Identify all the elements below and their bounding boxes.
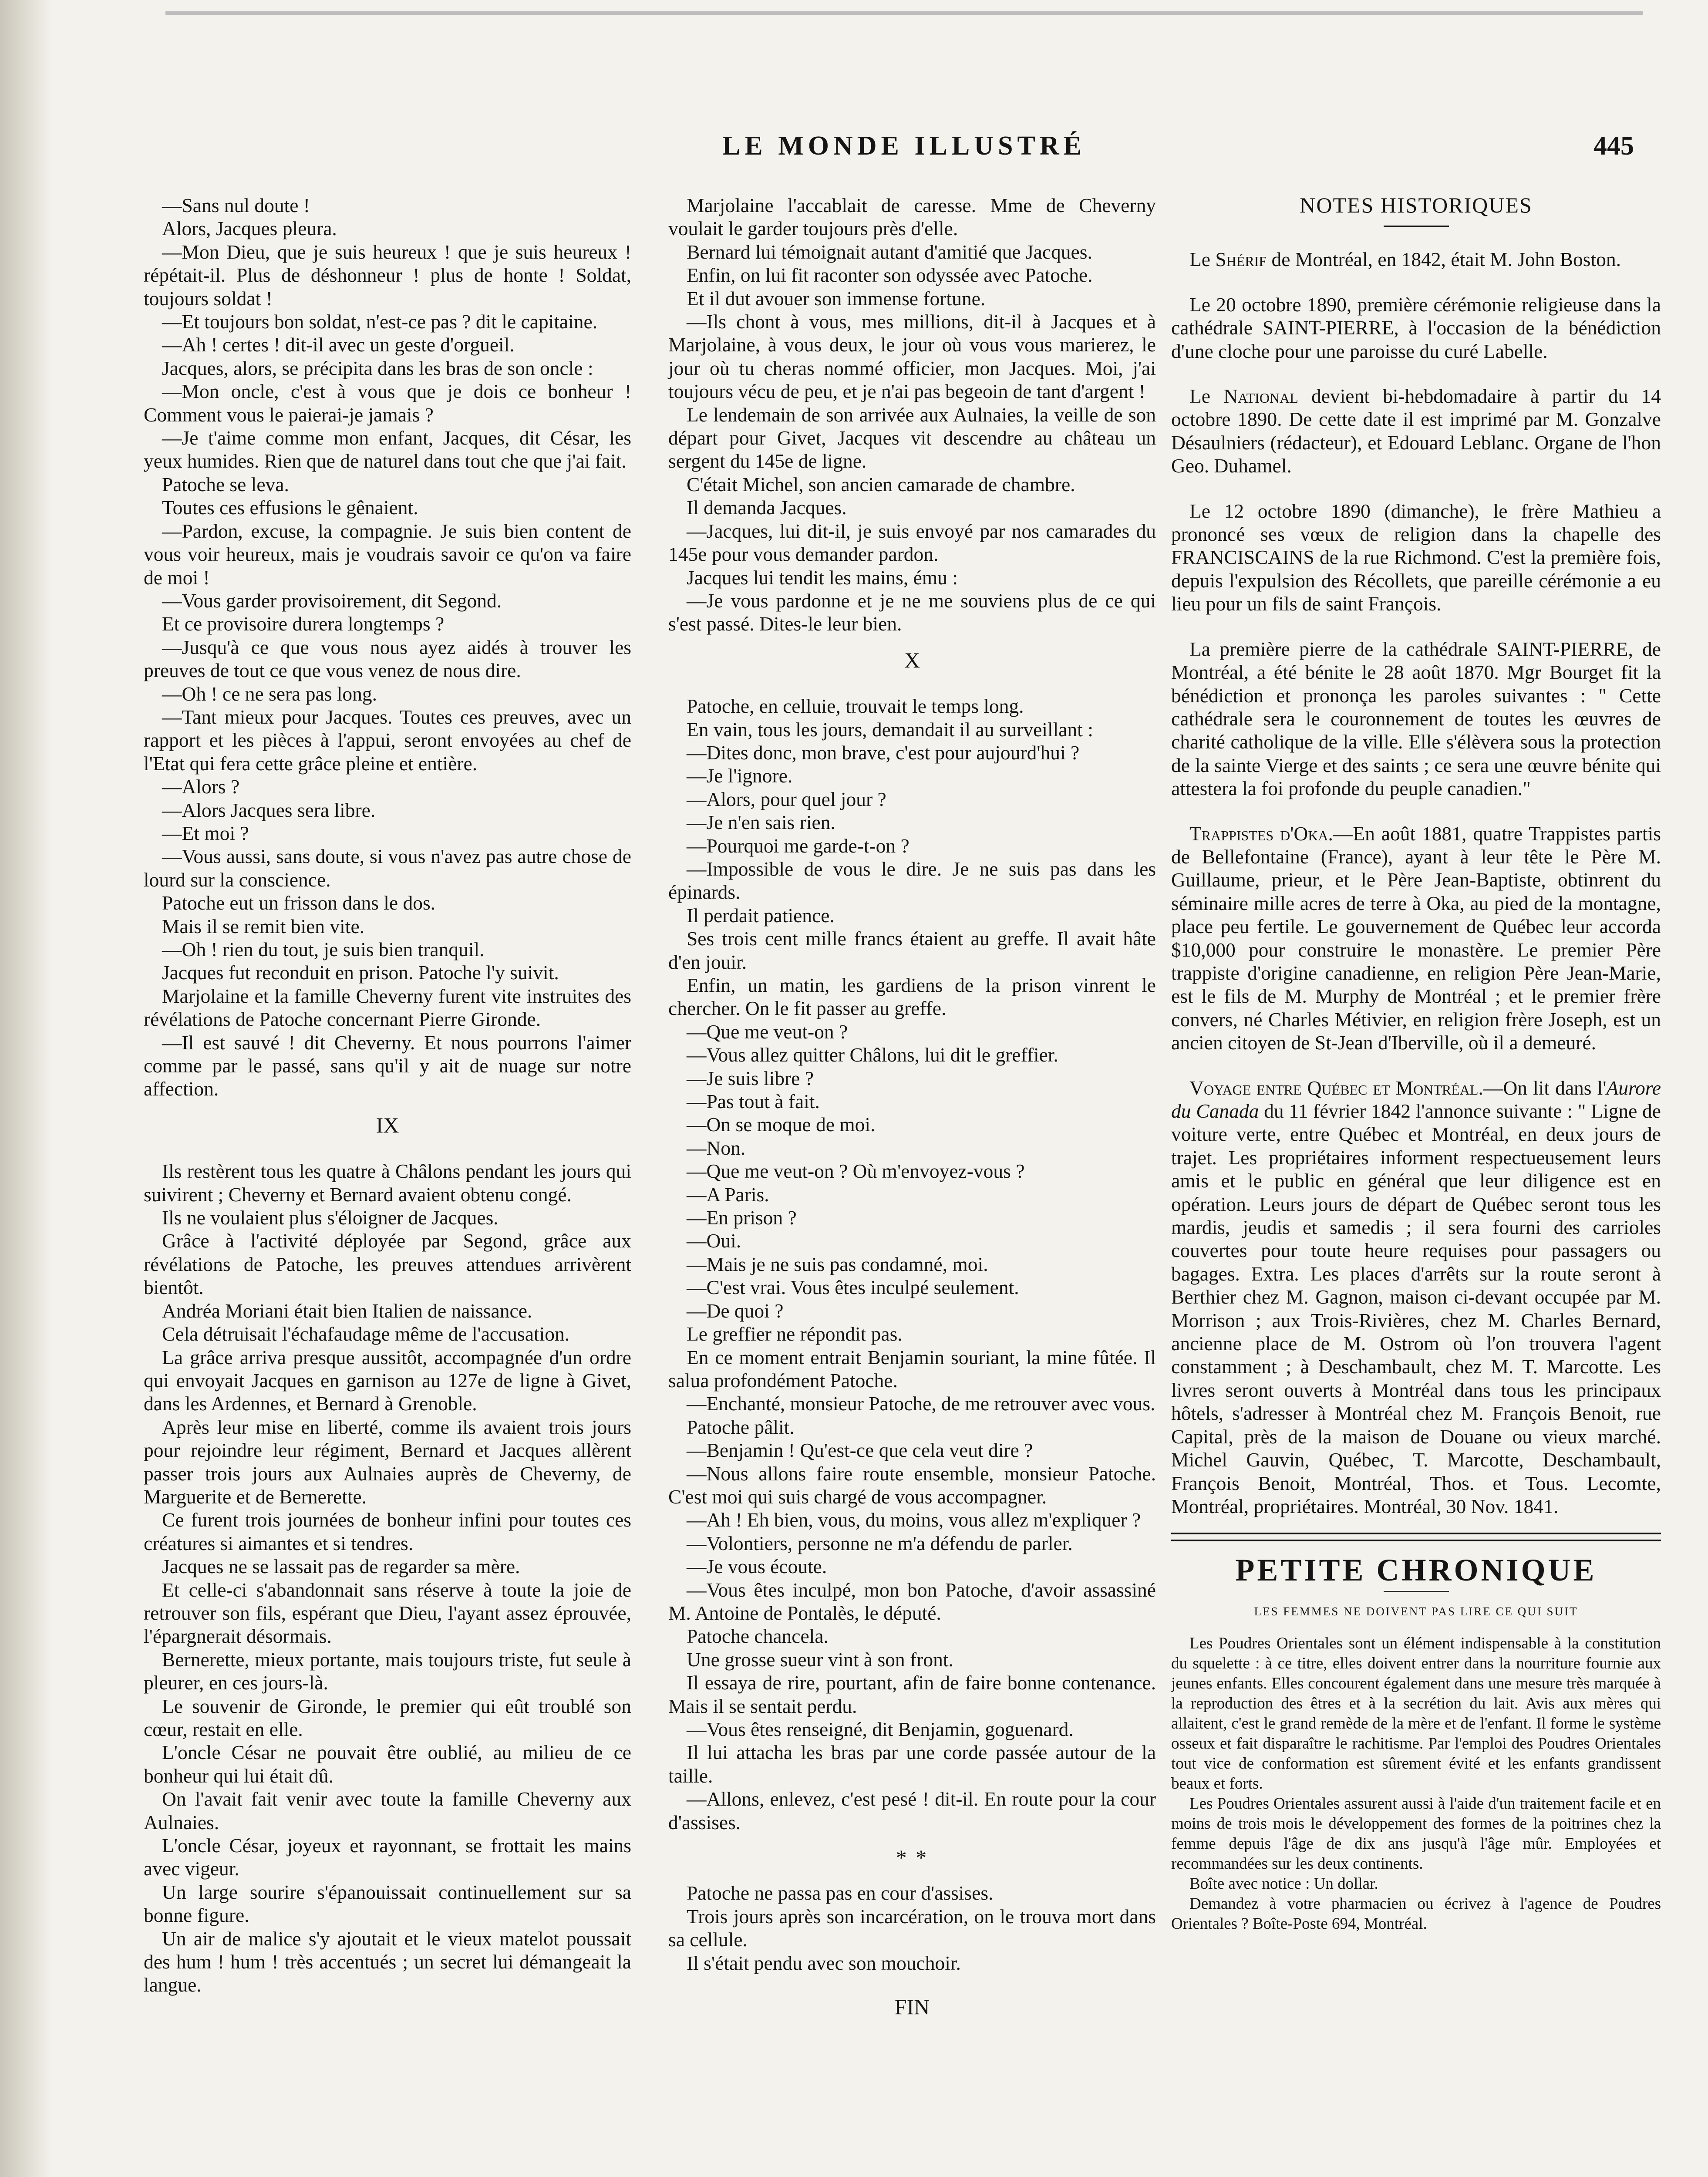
paragraph: —Non. [687, 1136, 746, 1159]
paragraph: —Ah ! certes ! dit-il avec un geste d'orgueil. [162, 334, 515, 356]
paragraph: Après leur mise en liberté, comme ils avaient trois jours pour rejoindre leur régiment, Bernard et Jacques allèrent passer trois jours aux Aulnaies auprès de Cheverny, de Marguerite et de Bernerette. [144, 1415, 631, 1508]
paragraph: —Jacques, lui dit-il, je suis envoyé par nos camarades du 145e pour vous demander pardon. [668, 519, 1156, 566]
paragraph: Andréa Moriani était bien Italien de naissance. [162, 1299, 532, 1322]
column-2 [668, 194, 1156, 2019]
paragraph: En vain, tous les jours, demandait il au surveillant : [687, 718, 1093, 741]
paragraph: —Jusqu'à ce que vous nous ayez aidés à trouver les preuves de tout ce que vous venez de nous dire. [144, 636, 631, 682]
paragraph: Jacques lui tendit les mains, ému : [687, 566, 958, 589]
paragraph: Enfin, on lui fit raconter son odyssée avec Patoche. [687, 264, 1093, 286]
paragraph: —Dites donc, mon brave, c'est pour aujourd'hui ? [687, 741, 1080, 764]
column-1-chapter-ix [144, 1159, 631, 1997]
paragraph: —En prison ? [687, 1206, 797, 1229]
page-header [165, 131, 1643, 170]
note-trappistes: Trappistes d'Oka.—En août 1881, quatre Trappistes partis de Bellefontaine (France), ayant à leur tête le Père M. Guillaume, prieur, et le Père Jean-Baptiste, obtinrent du séminaire mille acres de terre à Oka, au pied de la montagne, place peu fertile. Le gouvernement de Québec leur accorda $10,000 pour construire le monastère. Le premier Père trappiste d'origine canadienne, en religion Père Jean-Marie, est le fils de M. Murphy de Montréal ; et le premier frère convers, né Charles Métivier, en religion frère Joseph, est un ancien citoyen de St-Jean d'Iberville, où il a demeuré. [1171, 822, 1661, 1054]
paragraph: —Oui. [687, 1230, 741, 1252]
paragraph: Cela détruisait l'échafaudage même de l'accusation. [162, 1323, 570, 1345]
column-2-text [668, 194, 1156, 636]
section-break-asterisks: * * [896, 1845, 929, 1870]
paragraph: L'oncle César ne pouvait être oublié, au milieu de ce bonheur qui lui était dû. [144, 1741, 631, 1787]
paragraph: Ses trois cent mille francs étaient au greffe. Il avait hâte d'en jouir. [668, 927, 1156, 973]
chronique-subtitle: LES FEMMES NE DOIVENT PAS LIRE CE QUI SUIT [1254, 1604, 1578, 1618]
paragraph: —Enchanté, monsieur Patoche, de me retrouver avec vous. [687, 1392, 1156, 1415]
paragraph: —Impossible de vous le dire. Je ne suis pas dans les épinards. [668, 857, 1156, 903]
paragraph: Mais il se remit bien vite. [162, 915, 365, 937]
paragraph: —Il est sauvé ! dit Cheverny. Et nous pourrons l'aimer comme par le passé, sans qu'il y ait de nuage sur notre affection. [144, 1031, 631, 1100]
paragraph: Toutes ces effusions le gênaient. [162, 496, 418, 519]
paragraph: —Et toujours bon soldat, n'est-ce pas ? dit le capitaine. [162, 310, 598, 333]
paragraph: —Je vous pardonne et je ne me souviens plus de ce qui s'est passé. Dites-le leur bien. [668, 589, 1156, 635]
paragraph: —Alors Jacques sera libre. [162, 799, 376, 821]
paragraph: —Vous aussi, sans doute, si vous n'avez pas autre chose de lourd sur la conscience. [144, 845, 631, 891]
chronique-body [1171, 1634, 1661, 1934]
paragraph: —Je suis libre ? [687, 1067, 814, 1089]
page-number: 445 [1593, 131, 1634, 161]
paragraph: —C'est vrai. Vous êtes inculpé seulement. [687, 1276, 1019, 1299]
paragraph: Ce furent trois journées de bonheur infini pour toutes ces créatures si aimantes et si tendres. [144, 1509, 631, 1554]
paragraph: Trois jours après son incarcération, on le trouva mort dans sa cellule. [668, 1905, 1156, 1951]
paragraph: —Pardon, excuse, la compagnie. Je suis bien content de vous voir heureux, mais je voudrais savoir ce qu'on va faire de moi ! [144, 519, 631, 589]
paragraph: —Et moi ? [162, 822, 249, 844]
paragraph: Et ce provisoire durera longtemps ? [162, 613, 445, 635]
paragraph: —Je l'ignore. [687, 765, 793, 787]
paragraph: Patoche chancela. [687, 1625, 829, 1648]
note-saint-pierre-cloche: Le 20 octobre 1890, première cérémonie religieuse dans la cathédrale SAINT-PIERRE, à l'occasion de la bénédiction d'une cloche pour une paroisse du curé Labelle. [1171, 293, 1661, 362]
paragraph: —Pas tout à fait. [687, 1090, 820, 1113]
paragraph: Ils restèrent tous les quatre à Châlons pendant les jours qui suivirent ; Cheverny et Bernard avaient obtenu congé. [144, 1160, 631, 1206]
notes-historiques-title: NOTES HISTORIQUES [1300, 193, 1533, 217]
paragraph: Grâce à l'activité déployée par Segond, grâce aux révélations de Patoche, les preuves attendues arrivèrent bientôt. [144, 1230, 631, 1299]
paragraph: Il essaya de rire, pourtant, afin de faire bonne contenance. Mais il se sentait perdu. [668, 1672, 1156, 1717]
paragraph: Alors, Jacques pleura. [162, 217, 337, 240]
paragraph: Marjolaine l'accablait de caresse. Mme de Cheverny voulait le garder toujours près d'elle. [668, 194, 1156, 240]
paragraph: —Je t'aime comme mon enfant, Jacques, dit César, les yeux humides. Rien que de naturel dans tout che que j'ai fait. [144, 427, 631, 472]
paragraph: L'oncle César, joyeux et rayonnant, se frottait les mains avec vigeur. [144, 1834, 631, 1880]
paragraph: Patoche eut un frisson dans le dos. [162, 892, 436, 914]
column-2-chapter-x [668, 694, 1156, 1834]
paragraph: —Mon oncle, c'est à vous que je dois ce bonheur ! Comment vous le paierai-je jamais ? [144, 380, 631, 426]
paragraph: —Alors, pour quel jour ? [687, 788, 886, 810]
paragraph: —Oh ! rien du tout, je suis bien tranquil. [162, 938, 485, 960]
paragraph: —Volontiers, personne ne m'a défendu de parler. [687, 1532, 1073, 1554]
paragraph: —Vous garder provisoirement, dit Segond. [162, 589, 502, 612]
paragraph: Jacques fut reconduit en prison. Patoche l'y suivit. [162, 961, 559, 984]
paragraph: —Vous allez quitter Châlons, lui dit le greffier. [687, 1044, 1058, 1066]
paragraph: —Je vous écoute. [687, 1555, 827, 1578]
paragraph: Jacques ne se lassait pas de regarder sa mère. [162, 1555, 520, 1578]
title-rule [1384, 226, 1449, 227]
column-2-ending [668, 1881, 1156, 1975]
paragraph: —Que me veut-on ? Où m'envoyez-vous ? [687, 1160, 1025, 1183]
paragraph: Un air de malice s'y ajoutait et le vieux matelot poussait des hum ! hum ! très accentués ; un secret lui démangeait la langue. [144, 1927, 631, 1996]
paragraph: Le souvenir de Gironde, le premier qui eût troublé son cœur, restait en elle. [144, 1695, 631, 1740]
paragraph: Et celle-ci s'abandonnait sans réserve à toute la joie de retrouver son fils, espérant que Dieu, l'ayant assez éprouvée, l'épargnerait désormais. [144, 1578, 631, 1648]
paragraph: Patoche, en celluie, trouvait le temps long. [687, 695, 1024, 718]
column-3 [1171, 194, 1661, 1934]
page-edge-shadow [0, 0, 52, 2177]
paragraph: —Nous allons faire route ensemble, monsieur Patoche. C'est moi qui suis chargé de vous accompagner. [668, 1462, 1156, 1508]
chronique-paragraph: Demandez à votre pharmacien ou écrivez à l'agence de Poudres Orientales ? Boîte-Poste 694, Montréal. [1171, 1895, 1661, 1933]
paragraph: Il perdait patience. [687, 904, 835, 927]
note-frere-mathieu: Le 12 octobre 1890 (dimanche), le frère Mathieu a prononcé ses vœux de religion dans la chapelle des FRANCISCAINS de la rue Richmond. C'est la première fois, depuis l'expulsion des Récollets, que pareille cérémonie a eu lieu pour un fils de saint François. [1171, 499, 1661, 615]
paragraph: —Vous êtes inculpé, mon bon Patoche, d'avoir assassiné M. Antoine de Pontalès, le député. [668, 1578, 1156, 1624]
paragraph: —Oh ! ce ne sera pas long. [162, 682, 377, 705]
chronique-paragraph: Boîte avec notice : Un dollar. [1189, 1875, 1378, 1893]
paragraph: —Que me veut-on ? [687, 1020, 848, 1043]
paragraph: Il s'était pendu avec son mouchoir. [687, 1951, 961, 1974]
chronique-rule [1384, 1591, 1449, 1592]
chronique-paragraph: Les Poudres Orientales sont un élément indispensable à la constitution du squelette : à ce titre, elles doivent entrer dans la nourriture fournie aux jeunes enfants. Elles concourent également dans une mesure très marquée à la reproduction des êtres et à la secrétion du lait. Avis aux mères qui allaitent, c'est le grand remède de la mère et de l'enfant. Il forme le système osseux et fait disparaître le rachitisme. Par l'emploi des Poudres Orientales tout vice de conformation est sûrement évité et les enfants grandissent beaux et forts. [1171, 1634, 1661, 1793]
paragraph: —Tant mieux pour Jacques. Toutes ces preuves, avec un rapport et les pièces à l'appui, seront envoyées au chef de l'Etat qui fera cette grâce pleine et entière. [144, 705, 631, 775]
masthead: LE MONDE ILLUSTRÉ [722, 131, 1086, 161]
note-voyage: Voyage entre Québec et Montréal.—On lit dans l'Aurore du Canada du 11 février 1842 l'annonce suivante : " Ligne de voiture verte, entre Québec et Montréal, en deux jours de trajet. Les propriétaires informent respectueusement leurs amis et le public en général que leur diligence est en opération. Leurs jours de départ de Québec seront tous les mardis, jeudis et samedis ; il sera fourni des carrioles couvertes pour toute heure requises pour passagers ou bagages. Extra. Les places d'arrêts sur la route seront à Berthier chez M. Gagnon, maison ci-devant occupée par M. Morrison ; aux Trois-Rivières, chez M. Charles Bernard, ancienne place de M. Ostrom où l'on trouvera l'agent constamment ; à Deschambault, chez M. T. Marcotte. Les livres seront ouverts à Montréal dans tous les principaux hôtels, s'adresser à Montréal chez M. François Benoit, rue Capital, près de la maison de Douane ou vieux marché. Michel Gauvin, Québec, T. Marcotte, Deschambault, François Benoit, Montréal, Thos. et Tous. Lecomte, Montréal, propriétaires. Montréal, 30 Nov. 1841. [1171, 1076, 1661, 1517]
paragraph: Jacques, alors, se précipita dans les bras de son oncle : [162, 357, 593, 379]
paragraph: —Benjamin ! Qu'est-ce que cela veut dire ? [687, 1439, 1033, 1462]
paragraph: La grâce arriva presque aussitôt, accompagnée d'un ordre qui envoyait Jacques en garnison au 127e de ligne à Givet, dans les Ardennes, et Bernard à Grenoble. [144, 1346, 631, 1415]
note-national: Le National devient bi-hebdomadaire à partir du 14 octobre 1890. De cette date il est imprimé par M. Gonzalve Désaulniers (rédacteur), et Edouard Leblanc. Organe de l'hon Geo. Duhamel. [1171, 385, 1661, 477]
paragraph: Il demanda Jacques. [687, 496, 847, 519]
fin-label: FIN [894, 1995, 930, 2019]
paragraph: —Ah ! Eh bien, vous, du moins, vous allez m'expliquer ? [687, 1509, 1141, 1531]
paragraph: Et il dut avouer son immense fortune. [687, 287, 986, 310]
note-sherif: Le Shérif de Montréal, en 1842, était M. John Boston. [1189, 248, 1621, 271]
paragraph: —Vous êtes renseigné, dit Benjamin, goguenard. [687, 1718, 1074, 1740]
paragraph: Une grosse sueur vint à son front. [687, 1648, 953, 1671]
paragraph: —Alors ? [162, 775, 240, 798]
paragraph: —Mais je ne suis pas condamné, moi. [687, 1253, 988, 1275]
chapter-ix-heading: IX [376, 1112, 399, 1137]
paragraph: Le greffier ne répondit pas. [687, 1323, 903, 1345]
paragraph: —Mon Dieu, que je suis heureux ! que je suis heureux ! répétait-il. Plus de déshonneur ! plus de honte ! Soldat, toujours soldat ! [144, 240, 631, 310]
column-1-text [144, 194, 631, 1101]
top-rule [165, 11, 1643, 15]
paragraph: —Sans nul doute ! [162, 194, 310, 216]
chronique-paragraph: Les Poudres Orientales assurent aussi à l'aide d'un traitement facile et en moins de trois mois le développement des formes de la poitrines chez la femme depuis l'âge de dix ans jusqu'à l'âge mûr. Employées et recommandées sur les deux continents. [1171, 1795, 1661, 1873]
petite-chronique-title: PETITE CHRONIQUE [1235, 1553, 1597, 1588]
paragraph: Marjolaine et la famille Cheverny furent vite instruites des révélations de Patoche concernant Pierre Gironde. [144, 984, 631, 1031]
paragraph: —A Paris. [687, 1183, 769, 1206]
paragraph: —On se moque de moi. [687, 1113, 876, 1136]
paragraph: En ce moment entrait Benjamin souriant, la mine fûtée. Il salua profondément Patoche. [668, 1346, 1156, 1392]
paragraph: —De quoi ? [687, 1299, 784, 1322]
paragraph: —Je n'en sais rien. [687, 811, 835, 834]
paragraph: Patoche pâlit. [687, 1415, 795, 1438]
paragraph: Un large sourire s'épanouissait continuellement sur sa bonne figure. [144, 1880, 631, 1927]
paragraph: Le lendemain de son arrivée aux Aulnaies, la veille de son départ pour Givet, Jacques vit descendre au château un sergent du 145e de ligne. [668, 403, 1156, 472]
paragraph: —Pourquoi me garde-t-on ? [687, 834, 910, 857]
paragraph: Patoche ne passa pas en cour d'assises. [687, 1882, 994, 1904]
paragraph: —Allons, enlevez, c'est pesé ! dit-il. En route pour la cour d'assises. [668, 1788, 1156, 1833]
paragraph: —Ils chont à vous, mes millions, dit-il à Jacques et à Marjolaine, à vous deux, le jour où vous vous marierez, le jour où tu cheras nommé officier, mon Jacques. Moi, j'ai toujours vécu de peu, et je n'ai pas begeoin de tant d'argent ! [668, 310, 1156, 403]
double-rule [1171, 1533, 1661, 1541]
paragraph: C'était Michel, son ancien camarade de chambre. [687, 473, 1075, 495]
paragraph: Il lui attacha les bras par une corde passée autour de la taille. [668, 1741, 1156, 1787]
paragraph: Patoche se leva. [162, 473, 289, 495]
paragraph: Bernard lui témoignait autant d'amitié que Jacques. [687, 240, 1092, 263]
column-1 [144, 194, 631, 1997]
paragraph: Enfin, un matin, les gardiens de la prison vinrent le chercher. On le fit passer au greffe. [668, 974, 1156, 1020]
note-cathedrale: La première pierre de la cathédrale SAINT-PIERRE, de Montréal, a été bénite le 28 août 1870. Mgr Bourget fit la bénédiction et prononça les paroles suivantes : " Cette cathédrale sera le couronnement de toutes les œuvres de charité catholique de la ville. Elle s'élèvera sous la protection de la sainte Vierge et des saints ; ce sera une œuvre bénite qui attestera la foi profonde du peuple canadien." [1171, 637, 1661, 800]
paragraph: Bernerette, mieux portante, mais toujours triste, fut seule à pleurer, en ces jours-là. [144, 1648, 631, 1694]
paragraph: Ils ne voulaient plus s'éloigner de Jacques. [162, 1206, 499, 1229]
chapter-x-heading: X [904, 647, 920, 672]
paragraph: On l'avait fait venir avec toute la famille Cheverny aux Aulnaies. [144, 1788, 631, 1833]
